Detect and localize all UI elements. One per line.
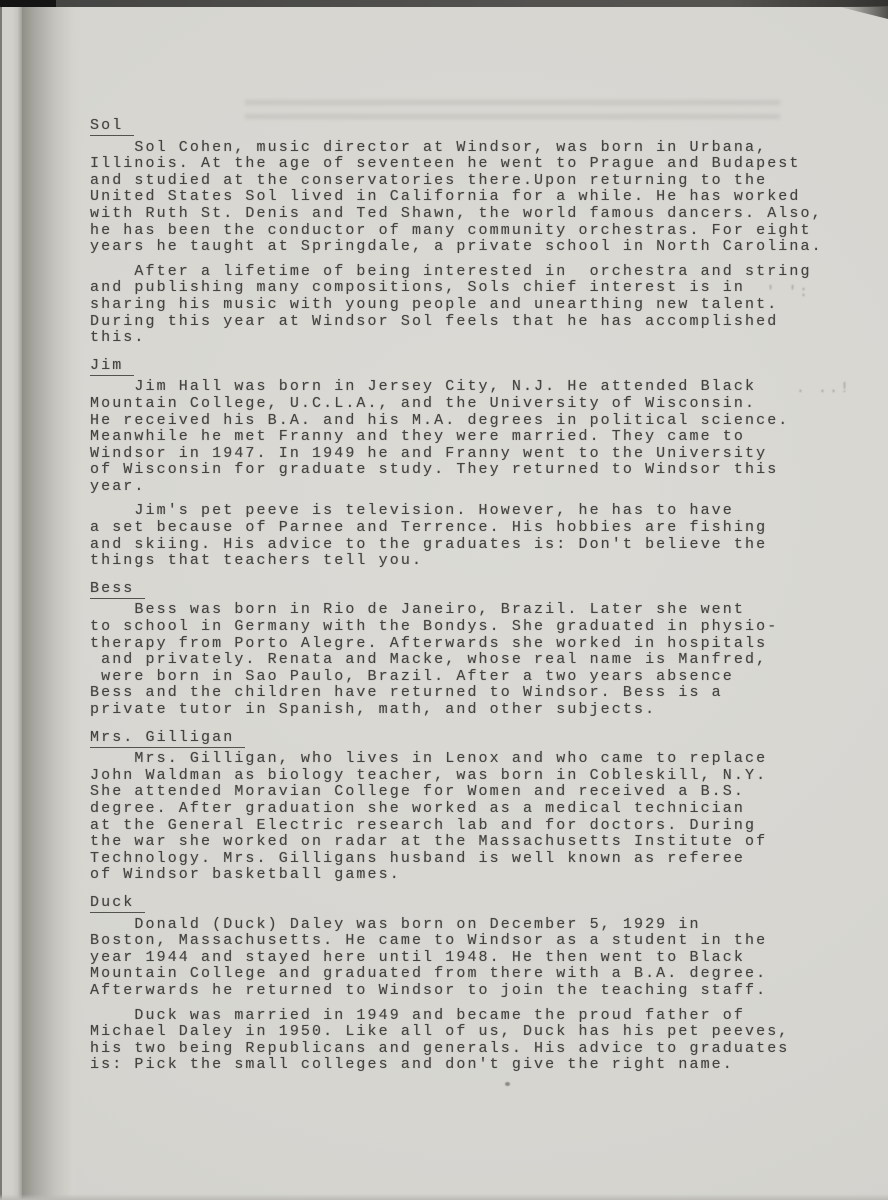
paragraph [90, 140, 850, 256]
text-line: is: Pick the small colleges and don't give the right name. [90, 1056, 734, 1074]
paragraph [90, 602, 850, 718]
typeover-smudge: . ..! [796, 380, 852, 397]
paragraph [90, 379, 850, 495]
text-line: years he taught at Springdale, a private school in North Carolina. [90, 238, 823, 256]
bio-section-bess [90, 581, 850, 719]
text-line: Jim's pet peeve is television. However, he has to have [90, 502, 734, 520]
text-line: Bess and the children have returned to Windsor. Bess is a [90, 684, 723, 702]
paragraph [90, 503, 850, 569]
text-line: were born in Sao Paulo, Brazil. After a two years absence [90, 667, 734, 685]
binding-gutter-shadow [22, 7, 82, 1200]
text-line: Michael Daley in 1950. Like all of us, Duck has his pet peeves, [90, 1023, 790, 1041]
text-line: Donald (Duck) Daley was born on December 5, 1929 in [90, 915, 701, 933]
text-line: and skiing. His advice to the graduates is: Don't believe the [90, 535, 768, 553]
bio-section-duck [90, 895, 850, 1074]
adjacent-page-edge [0, 7, 22, 1200]
text-line: Mountain College, U.C.L.A., and the University of Wisconsin. [90, 394, 757, 412]
section-heading [90, 118, 850, 135]
text-line: private tutor in Spanish, math, and other subjects. [90, 701, 657, 718]
text-line: Bess was born in Rio de Janeiro, Brazil. Later she went [90, 601, 745, 619]
text-line: Windsor in 1947. In 1949 he and Franny went to the University [90, 444, 768, 462]
section-heading [90, 895, 850, 912]
section-heading-label: Bess [90, 580, 145, 599]
text-line: Duck was married in 1949 and became the proud father of [90, 1006, 745, 1024]
text-line: She attended Moravian College for Women and received a B.S. [90, 783, 745, 801]
text-line: things that teachers tell you. [90, 552, 424, 570]
text-line: Afterwards he returned to Windsor to join the teaching staff. [90, 981, 768, 999]
text-line: sharing his music with young people and unearthing new talent. [90, 295, 779, 313]
paragraph [90, 264, 850, 347]
text-line: a set because of Parnee and Terrence. His hobbies are fishing [90, 519, 768, 537]
section-heading-label: Duck [90, 894, 145, 913]
text-line: During this year at Windsor Sol feels that he has accomplished [90, 312, 779, 330]
text-line: Meanwhile he met Franny and they were married. They came to [90, 428, 745, 446]
section-heading [90, 730, 850, 747]
text-line: Illinois. At the age of seventeen he went to Prague and Budapest [90, 155, 801, 173]
ink-speck [505, 1082, 510, 1086]
text-line: and publishing many compositions, Sols chief interest is in [90, 279, 745, 297]
text-line: and privately. Renata and Macke, whose real name is Manfred, [90, 651, 768, 669]
text-line: with Ruth St. Denis and Ted Shawn, the world famous dancers. Also, [90, 204, 823, 222]
text-line: at the General Electric research lab and for doctors. During [90, 816, 757, 834]
text-line: the war she worked on radar at the Massachusetts Institute of [90, 833, 768, 851]
text-line: He received his B.A. and his M.A. degrees in political science. [90, 411, 790, 429]
text-line: Boston, Massachusetts. He came to Windsor as a student in the [90, 932, 768, 950]
text-line: degree. After graduation she worked as a medical technician [90, 799, 745, 817]
text-line: to school in Germany with the Bondys. She graduated in physio- [90, 618, 779, 636]
bio-section-jim [90, 358, 850, 570]
text-line: year. [90, 477, 146, 495]
text-line: Mrs. Gilligan, who lives in Lenox and who came to replace [90, 750, 768, 768]
bio-section-mrs-gilligan [90, 730, 850, 884]
section-heading [90, 581, 850, 598]
text-line: therapy from Porto Alegre. Afterwards she worked in hospitals [90, 634, 768, 652]
scan-bottom-edge [0, 1194, 888, 1200]
text-line: his two being Republicans and generals. His advice to graduates [90, 1039, 790, 1057]
section-heading-label: Mrs. Gilligan [90, 729, 245, 748]
paragraph [90, 917, 850, 1000]
section-heading-label: Sol [90, 117, 134, 136]
bio-section-sol [90, 118, 850, 347]
scan-top-right-wedge [836, 6, 888, 19]
text-line: John Waldman as biology teacher, was born in Cobleskill, N.Y. [90, 766, 768, 784]
text-column [90, 118, 850, 1074]
text-line: Jim Hall was born in Jersey City, N.J. He attended Black [90, 378, 757, 396]
text-line: Mountain College and graduated from there with a B.A. degree. [90, 965, 768, 983]
text-line: and studied at the conservatories there.Upon returning to the [90, 171, 768, 189]
paragraph [90, 1008, 850, 1074]
scan-top-edge [0, 0, 888, 7]
paragraph [90, 751, 850, 884]
text-line: United States Sol lived in California for a while. He has worked [90, 188, 801, 206]
text-line: this. [90, 329, 146, 347]
typeover-smudge: ' ': [766, 284, 811, 301]
text-line: he has been the conductor of many community orchestras. For eight [90, 221, 812, 239]
section-heading [90, 358, 850, 375]
text-line: After a lifetime of being interested in orchestra and string [90, 262, 812, 280]
text-line: of Windsor basketball games. [90, 866, 401, 884]
section-heading-label: Jim [90, 357, 134, 376]
text-line: Sol Cohen, music director at Windsor, was born in Urbana, [90, 138, 768, 156]
text-line: Technology. Mrs. Gilligans husband is well known as referee [90, 849, 745, 867]
text-line: of Wisconsin for graduate study. They returned to Windsor this [90, 461, 779, 479]
text-line: year 1944 and stayed here until 1948. He then went to Black [90, 948, 745, 966]
